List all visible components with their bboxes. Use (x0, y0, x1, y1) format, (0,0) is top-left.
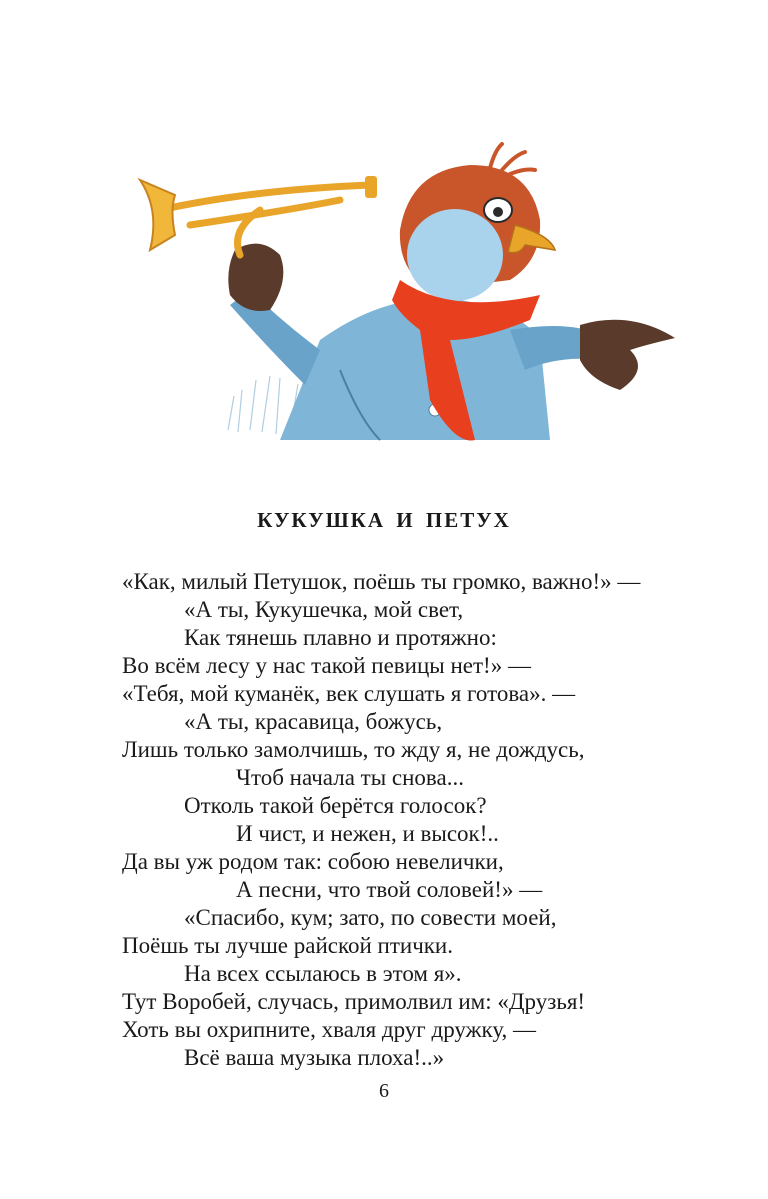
poem-line: Лишь только замолчишь, то жду я, не дождусь, (122, 737, 585, 762)
poem-line: Во всём лесу у нас такой певицы нет!» — (122, 653, 531, 678)
trumpet-icon (160, 185, 370, 255)
poem-line: Отколь такой берётся голосок? (184, 793, 487, 818)
poem-line: На всех ссылаюсь в этом я». (184, 961, 462, 986)
poem-line: А песни, что твой соловей!» — (236, 877, 543, 902)
poem-line: Хоть вы охрипните, хваля друг дружку, — (122, 1017, 537, 1042)
poem-line: Тут Воробей, случась, примолвил им: «Друзья! (122, 989, 586, 1014)
illustration (130, 140, 690, 450)
poem-line: Поёшь ты лучше райской птички. (122, 933, 453, 958)
poem-line: Чтоб начала ты снова... (236, 765, 464, 790)
poem-line: «А ты, Кукушечка, мой свет, (184, 597, 464, 622)
poem-line: Как тянешь плавно и протяжно: (184, 625, 497, 650)
poem-line: «Как, милый Петушок, поёшь ты громко, важно!» — (122, 569, 641, 594)
poem-line: И чист, и нежен, и высок!.. (236, 821, 499, 846)
page-number: 6 (379, 1080, 389, 1102)
face-shape (407, 209, 503, 301)
poem-line: «Спасибо, кум; зато, по совести моей, (184, 905, 557, 930)
poem-line: Всё ваша музыка плоха!..» (184, 1045, 445, 1070)
page-title: КУКУШКА И ПЕТУХ (257, 508, 511, 532)
poem-line: «А ты, красавица, божусь, (184, 709, 443, 734)
poem-line: Да вы уж родом так: собою невелички, (122, 849, 504, 874)
poem-line: «Тебя, мой куманёк, век слушать я готова». — (122, 681, 576, 706)
right-glove (580, 320, 675, 390)
bird-trumpeter-icon (140, 144, 675, 441)
